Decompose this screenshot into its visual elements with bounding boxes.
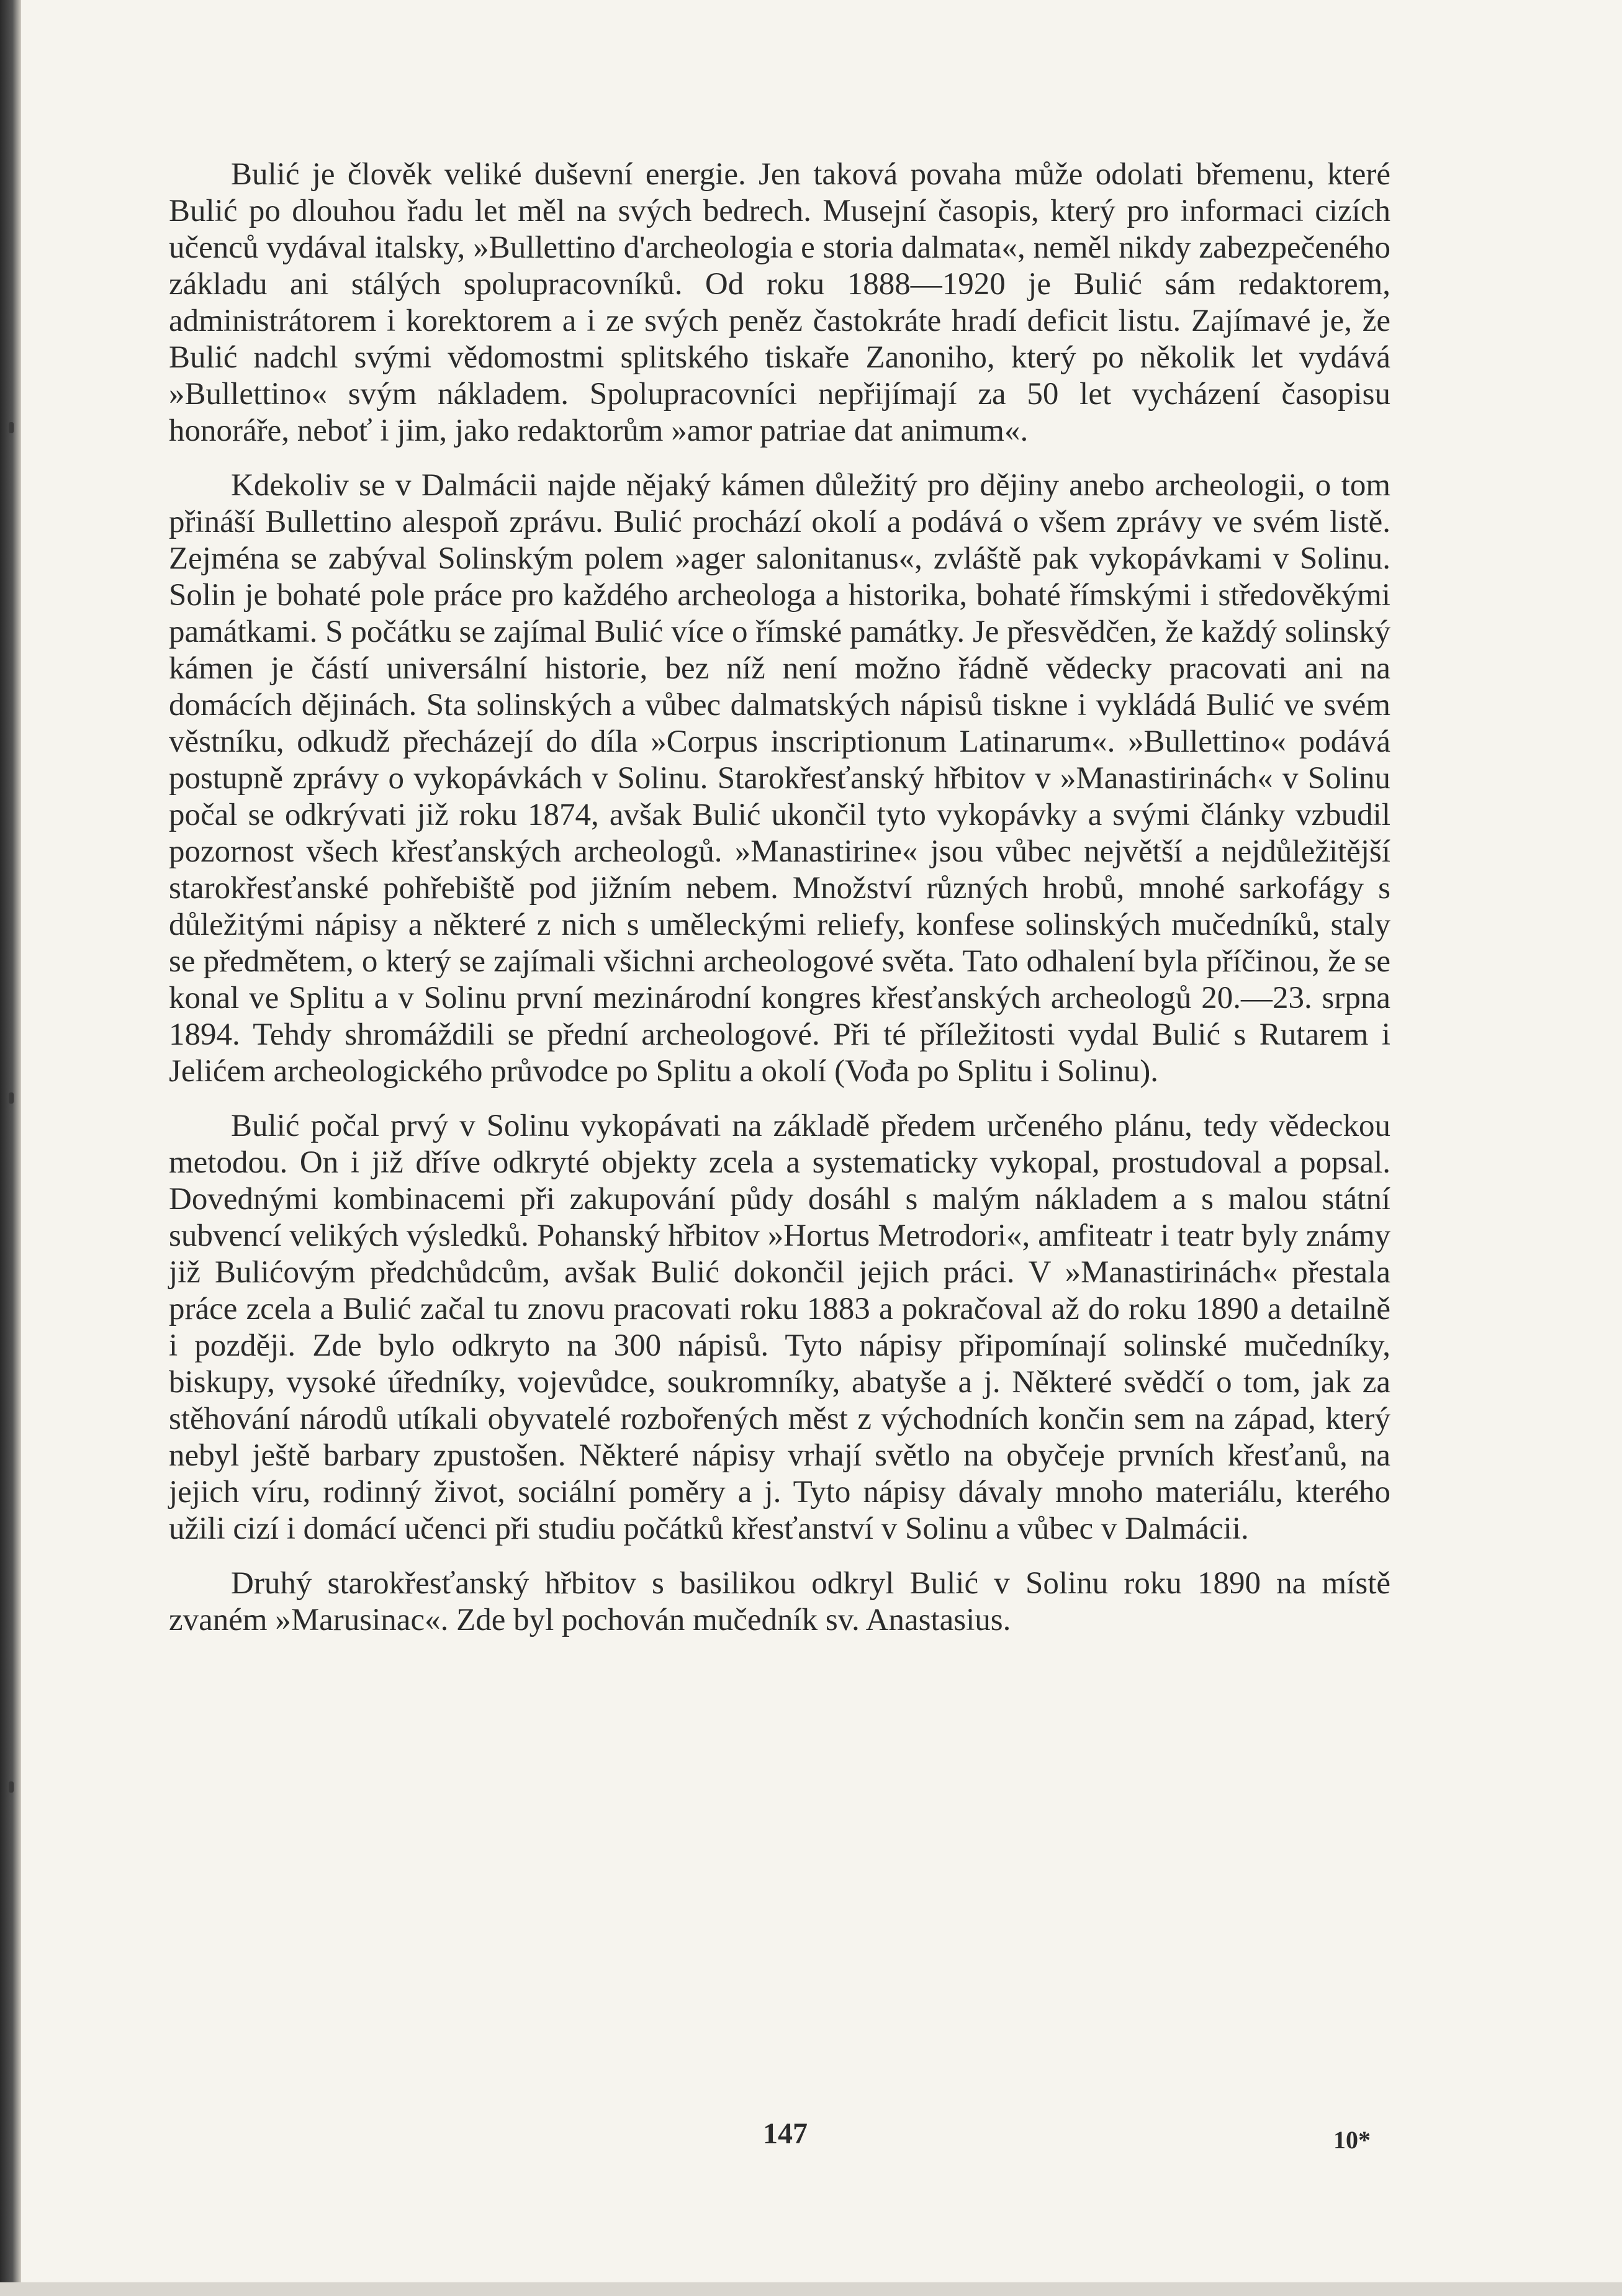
paragraph-4: Druhý starokřesťanský hřbitov s basilikou odkryl Bulić v Solinu roku 1890 na místě zvaném »Marusinac«. Zde byl pochován mučedník sv. Anastasius.	[169, 1566, 1390, 1637]
paragraph-3: Bulić počal prvý v Solinu vykopávati na základě předem určeného plánu, tedy vědeckou metodou. On i již dříve odkryté objekty zcela a systematicky vykopal, prostudoval a popsal. Dovednými kombinacemi při zakupování půdy dosáhl s malým nákladem a s malou státní subvencí velikých výsledků. Pohanský hřbitov »Hortus Metrodori«, amfiteatr i teatr byly známy již Bulićovým předchůdcům, avšak Bulić dokončil jejich práci. V »Manastirinách« přestala práce zcela a Bulić začal tu znovu pracovati roku 1883 a pokračoval až do roku 1890 a detailně i později. Zde bylo odkryto na 300 nápisů. Tyto nápisy připomínají solinské mučedníky, biskupy, vysoké úředníky, vojevůdce, soukromníky, abatyše a j. Některé svědčí o tom, jak za stěhování národů utíkali obyvatelé rozbořených měst z východních končin sem na západ, který nebyl ještě barbary zpustošen. Některé nápisy vrhají světlo na obyčeje prvních křesťanů, na jejich víru, rodinný život, sociální poměry a j. Tyto nápisy dávaly mnoho materiálu, kterého užili cizí i domácí učenci při studiu počátků křesťanství v Solinu a vůbec v Dalmácii.	[169, 1109, 1390, 1546]
binding-edge	[0, 0, 21, 2296]
body-text	[169, 156, 1390, 1657]
signature-mark: 10*	[1333, 2126, 1371, 2154]
margin-mark	[9, 1781, 14, 1793]
page-number: 147	[763, 2117, 808, 2150]
margin-mark	[9, 422, 14, 433]
paragraph-1: Bulić je člověk veliké duševní energie. Jen taková povaha může odolati břemenu, které Bulić po dlouhou řadu let měl na svých bedrech. Musejní časopis, který pro informaci cizích učenců vydával italsky, »Bullettino d'archeologia e storia dalmata«, neměl nikdy zabezpečeného základu ani stálých spolupracovníků. Od roku 1888—1920 je Bulić sám redaktorem, administrátorem i korektorem a i ze svých peněz častokráte hradí deficit listu. Zajímavé je, že Bulić nadchl svými vědomostmi splitského tiskaře Zanoniho, který po několik let vydává »Bullettino« svým nákladem. Spolupracovníci nepřijímají za 50 let vycházení časopisu honoráře, neboť i jim, jako redaktorům »amor patriae dat animum«.	[169, 157, 1390, 448]
margin-mark	[9, 1092, 14, 1104]
bottom-edge	[0, 2282, 1622, 2296]
paragraph-2: Kdekoliv se v Dalmácii najde nějaký kámen důležitý pro dějiny anebo archeologii, o tom přináší Bullettino alespoň zprávu. Bulić prochází okolí a podává o všem zprávy ve svém listě. Zejména se zabýval Solinským polem »ager salonitanus«, zvláště pak vykopávkami v Solinu. Solin je bohaté pole práce pro každého archeologa a historika, bohaté římskými i středověkými památkami. S počátku se zajímal Bulić více o římské památky. Je přesvědčen, že každý solinský kámen je částí universální historie, bez níž není možno řádně vědecky pracovati ani na domácích dějinách. Sta solinských a vůbec dalmatských nápisů tiskne i vykládá Bulić ve svém věstníku, odkudž přecházejí do díla »Corpus inscriptionum Latinarum«. »Bullettino« podává postupně zprávy o vykopávkách v Solinu. Starokřesťanský hřbitov v »Manastirinách« v Solinu počal se odkrývati již roku 1874, avšak Bulić ukončil tyto vykopávky a svými články vzbudil pozornost všech křesťanských archeologů. »Manastirine« jsou vůbec největší a nejdůležitější starokřesťanské pohřebiště pod jižním nebem. Množství různých hrobů, mnohé sarkofágy s důležitými nápisy a některé z nich s uměleckými reliefy, konfese solinských mučedníků, staly se předmětem, o který se zajímali všichni archeologové světa. Tato odhalení byla příčinou, že se konal ve Splitu a v Solinu první mezinárodní kongres křesťanských archeologů 20.—23. srpna 1894. Tehdy shromáždili se přední archeologové. Při té příležitosti vydal Bulić s Rutarem i Jelićem archeologického průvodce po Splitu a okolí (Vođa po Splitu i Solinu).	[169, 468, 1390, 1089]
